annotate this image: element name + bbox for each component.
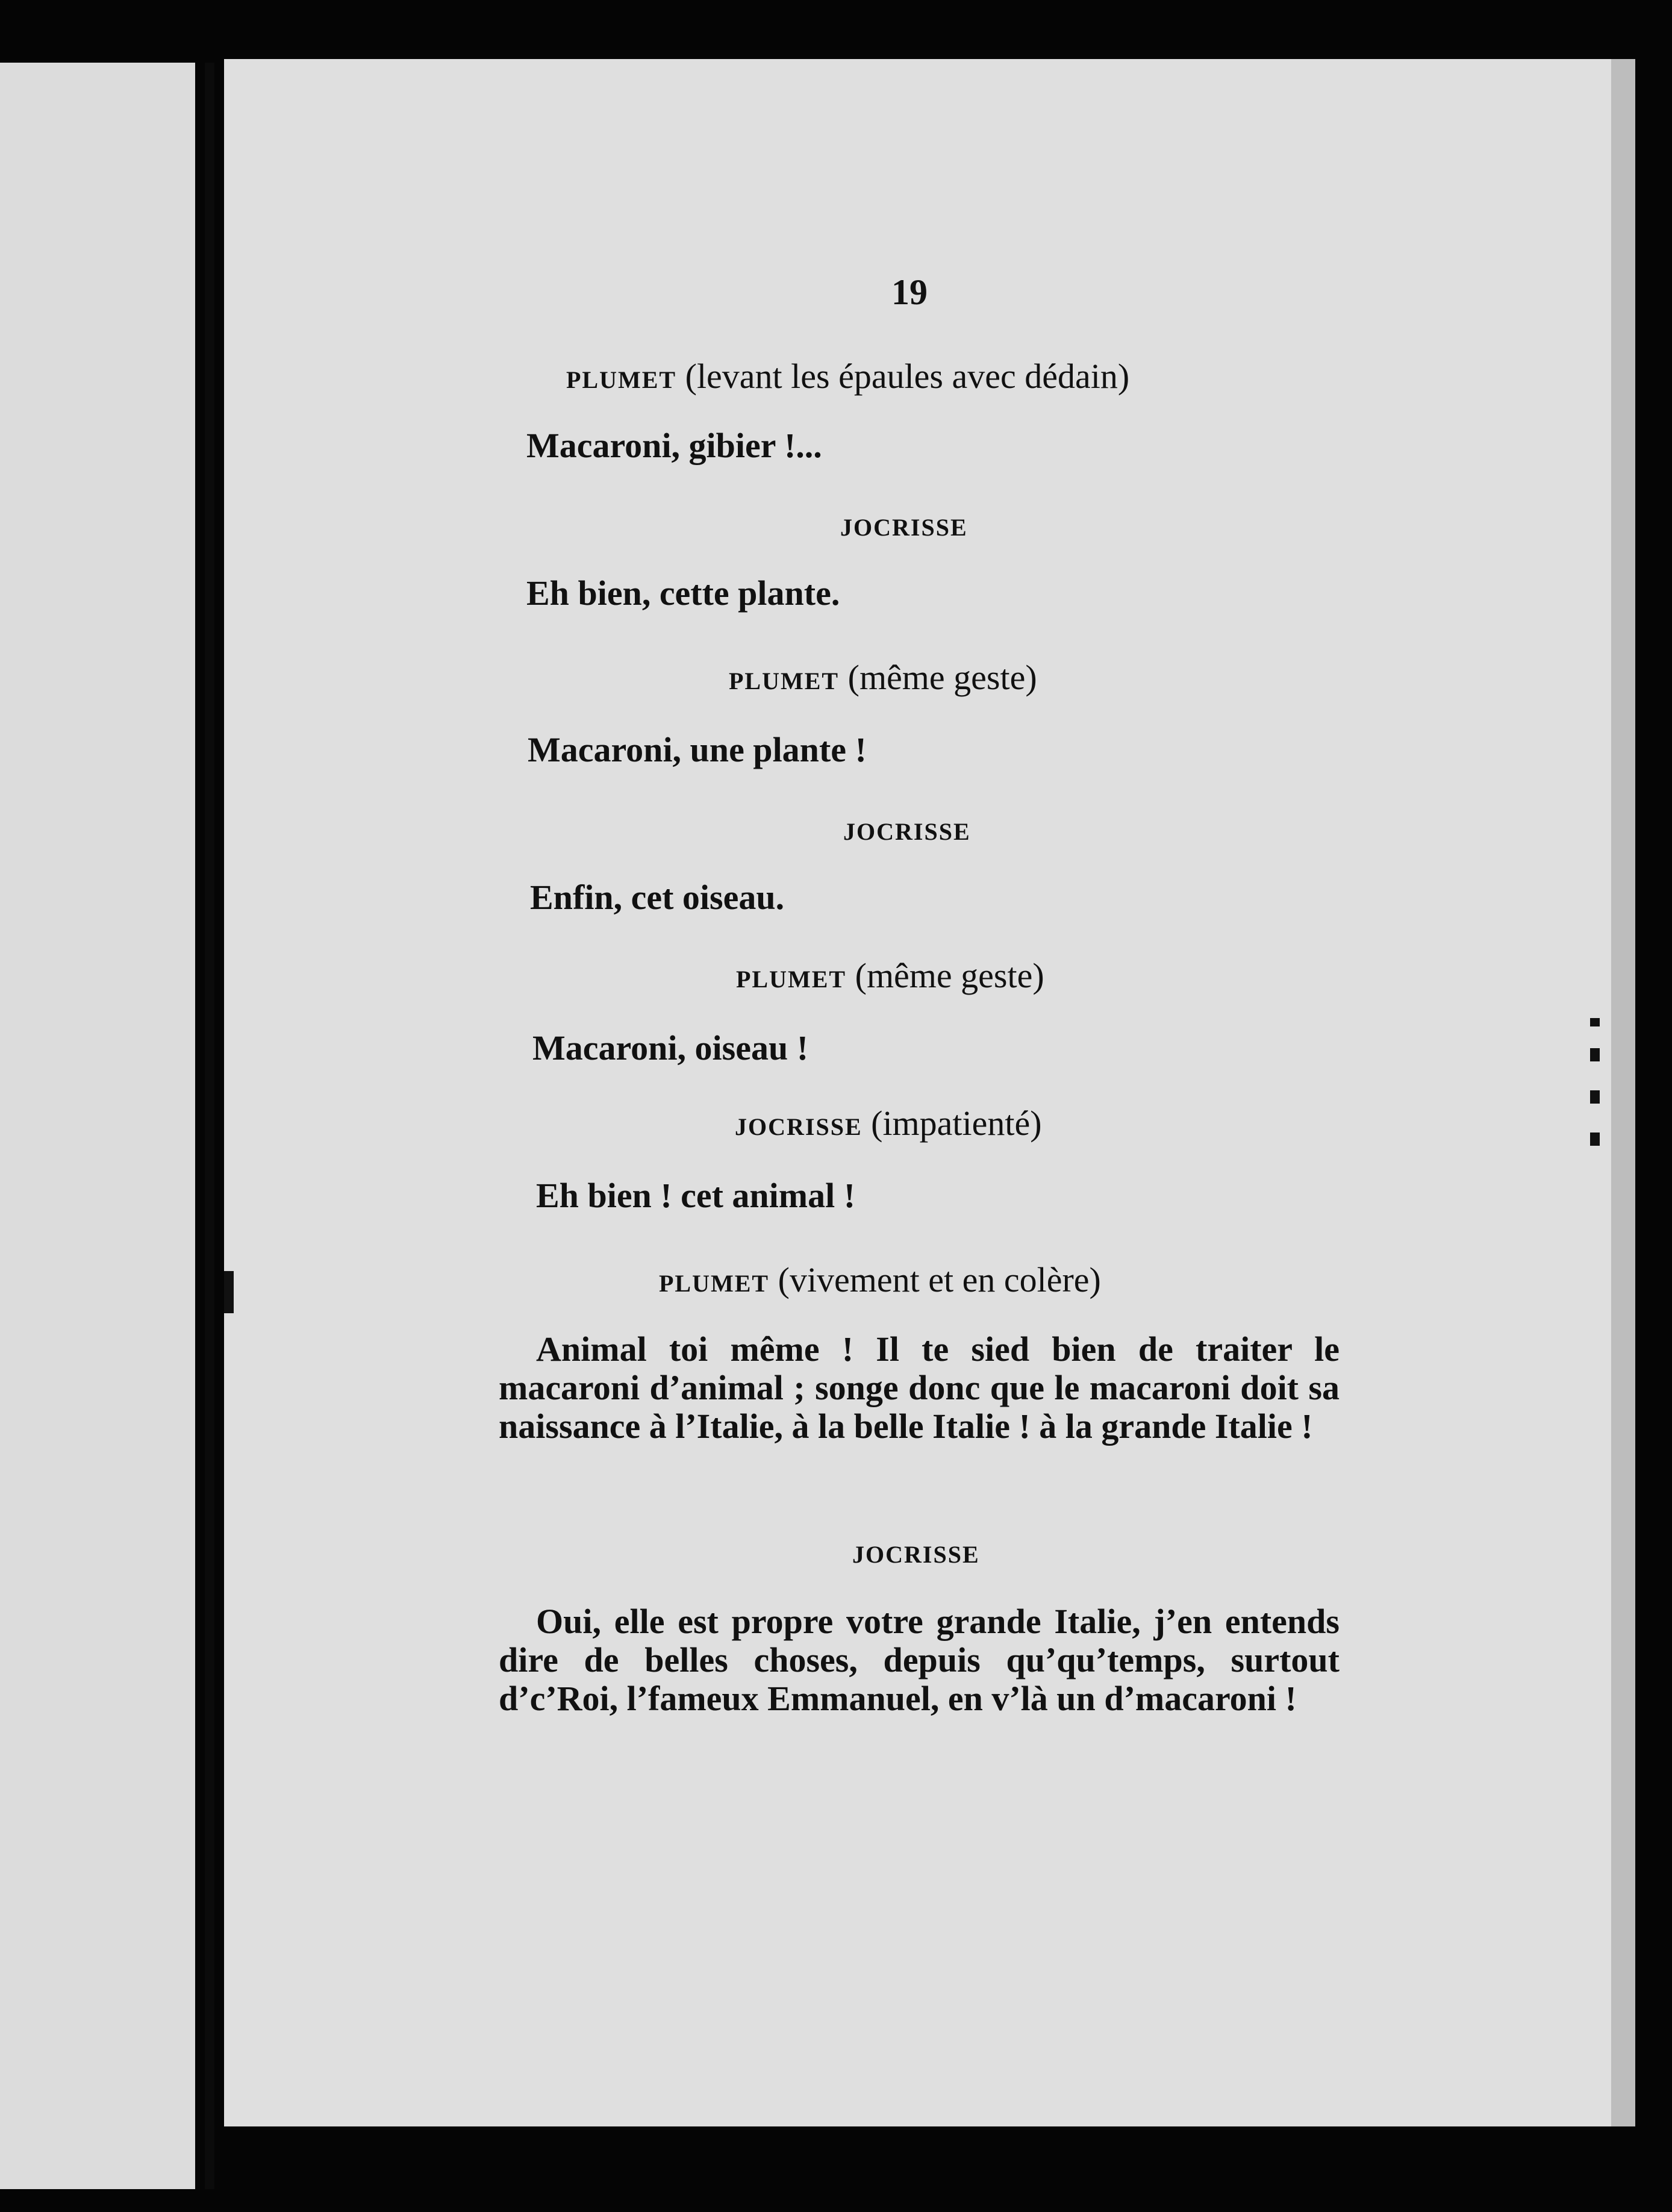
dialogue-line: Macaroni, gibier !... xyxy=(526,426,822,465)
stage-direction: (même geste) xyxy=(847,658,1037,697)
dialogue-line: Macaroni, une plante ! xyxy=(528,730,867,769)
binding-gutter xyxy=(205,63,214,2189)
stage-line xyxy=(840,503,968,549)
dialogue-paragraph: Animal toi même ! Il te sied bien de traiter le macaroni d’animal ; songe donc que le macaroni doit sa naissance à l’Italie, à la belle Italie ! à la grande Italie ! xyxy=(499,1329,1340,1446)
edge-mark xyxy=(224,1271,234,1313)
stage-line xyxy=(843,807,971,853)
speaker-name: JOCRISSE xyxy=(843,818,971,845)
speaker-name: PLUMET xyxy=(566,366,677,393)
page-number: 19 xyxy=(891,272,928,312)
dialogue-line: Eh bien, cette plante. xyxy=(526,573,840,613)
stage-line xyxy=(735,1102,1042,1148)
stage-line xyxy=(659,1259,1101,1305)
stage-direction: (même geste) xyxy=(855,956,1044,995)
speaker-name: PLUMET xyxy=(729,667,840,695)
stage-direction: (levant les épaules avec dédain) xyxy=(685,357,1130,396)
edge-mark xyxy=(1590,1018,1600,1026)
stage-direction: (impatienté) xyxy=(871,1104,1042,1143)
edge-mark xyxy=(1590,1048,1600,1061)
stage-line xyxy=(852,1530,980,1576)
speaker-name: JOCRISSE xyxy=(735,1113,863,1140)
stage-direction: (vivement et en colère) xyxy=(778,1260,1101,1299)
speaker-name: JOCRISSE xyxy=(840,514,968,541)
edge-mark xyxy=(1590,1133,1600,1146)
dialogue-line: Macaroni, oiseau ! xyxy=(532,1028,809,1067)
stage-line xyxy=(736,955,1044,1001)
speaker-name: PLUMET xyxy=(659,1270,770,1297)
previous-page-edge xyxy=(0,63,195,2189)
dialogue-line: Enfin, cet oiseau. xyxy=(530,878,785,917)
dialogue-paragraph: Oui, elle est propre votre grande Italie, j’en entends dire de belles choses, depuis qu’qu’temps, surtout d’c’Roi, l’fameux Emmanuel, en v’là un d’macaroni ! xyxy=(499,1602,1340,1718)
speaker-name: PLUMET xyxy=(736,966,847,993)
stage-line xyxy=(566,355,1129,401)
speaker-name: JOCRISSE xyxy=(852,1541,980,1568)
edge-mark xyxy=(1590,1090,1600,1104)
dialogue-line: Eh bien ! cet animal ! xyxy=(536,1176,856,1215)
stage-line xyxy=(729,657,1037,702)
page-edge-shadow xyxy=(1611,59,1635,2126)
